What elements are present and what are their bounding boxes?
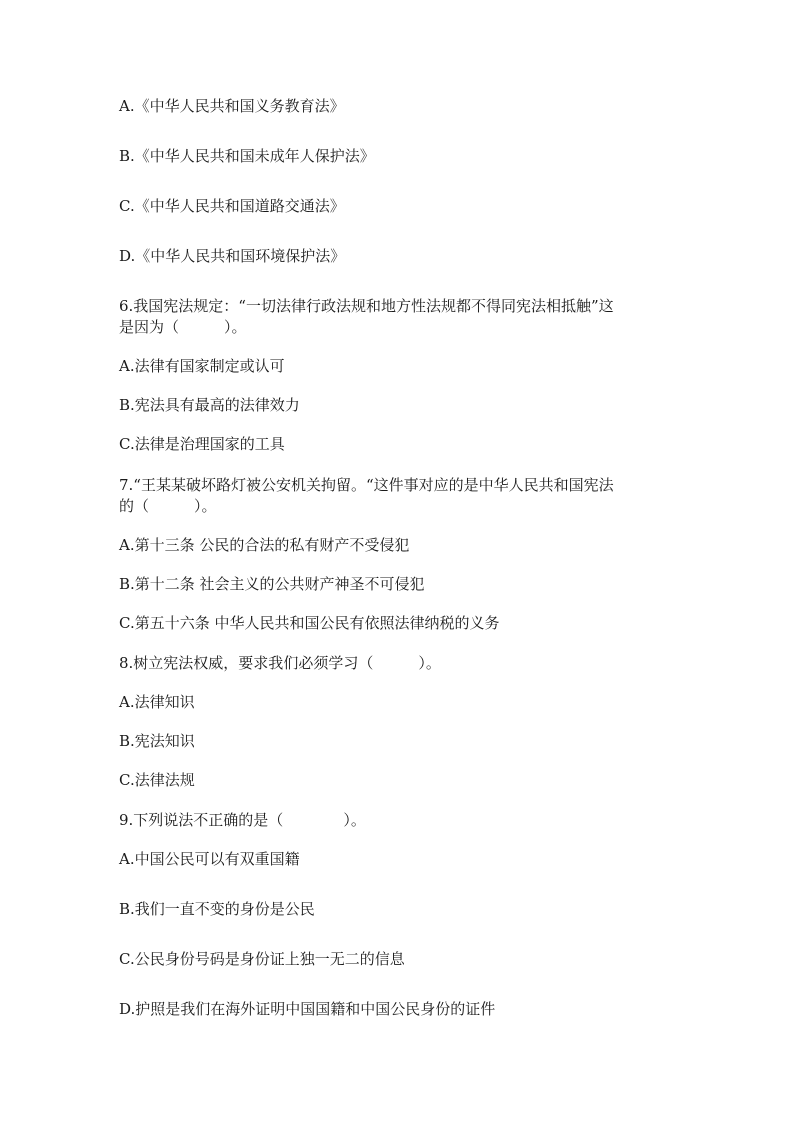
- q9-option-a: A.中国公民可以有双重国籍: [119, 850, 300, 868]
- q7-option-b: B.第十二条 社会主义的公共财产神圣不可侵犯: [119, 575, 425, 593]
- q8-option-a: A.法律知识: [119, 693, 195, 711]
- q5-option-a: A.《中华人民共和国义务教育法》: [119, 97, 345, 115]
- q5-option-c: C.《中华人民共和国道路交通法》: [119, 197, 345, 215]
- q8-option-b: B.宪法知识: [119, 732, 195, 750]
- q7-stem-line2: 的（ ）。: [119, 497, 217, 515]
- q6-stem-line2: 是因为（ ）。: [119, 318, 247, 336]
- q7-stem-line1: 7.“王某某破坏路灯被公安机关拘留。“这件事对应的是中华人民共和国宪法: [119, 476, 614, 494]
- q8-stem: 8.树立宪法权威，要求我们必须学习（ ）。: [119, 654, 441, 672]
- q9-option-d: D.护照是我们在海外证明中国国籍和中国公民身份的证件: [119, 1000, 496, 1018]
- q7-option-a: A.第十三条 公民的合法的私有财产不受侵犯: [119, 536, 410, 554]
- q6-option-c: C.法律是治理国家的工具: [119, 435, 285, 453]
- q6-stem-line1: 6.我国宪法规定：“一切法律行政法规和地方性法规都不得同宪法相抵触”这: [119, 297, 614, 315]
- q6-option-a: A.法律有国家制定或认可: [119, 357, 285, 375]
- q5-option-d: D.《中华人民共和国环境保护法》: [119, 247, 346, 265]
- q6-option-b: B.宪法具有最高的法律效力: [119, 396, 300, 414]
- q5-option-b: B.《中华人民共和国未成年人保护法》: [119, 147, 375, 165]
- q9-option-c: C.公民身份号码是身份证上独一无二的信息: [119, 950, 405, 968]
- q9-option-b: B.我们一直不变的身份是公民: [119, 900, 315, 918]
- q7-option-c: C.第五十六条 中华人民共和国公民有依照法律纳税的义务: [119, 614, 500, 632]
- q8-option-c: C.法律法规: [119, 771, 195, 789]
- q9-stem: 9.下列说法不正确的是（ ）。: [119, 811, 366, 829]
